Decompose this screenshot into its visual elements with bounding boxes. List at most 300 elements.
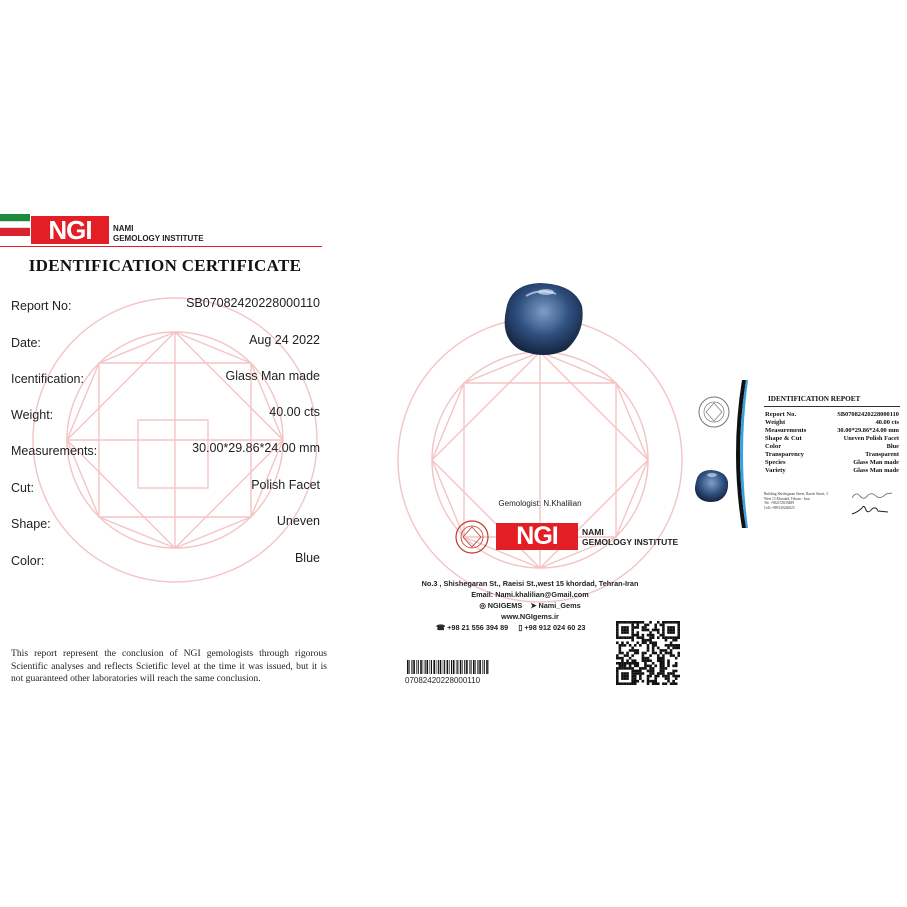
qr-module	[634, 652, 637, 655]
qr-module	[634, 677, 637, 680]
qr-module	[670, 621, 673, 624]
qr-module	[677, 631, 680, 634]
qr-module	[639, 644, 642, 647]
qr-module	[621, 659, 624, 662]
qr-module	[657, 682, 660, 685]
qr-module	[662, 682, 665, 685]
qr-module	[619, 649, 622, 652]
qr-code-icon	[616, 621, 680, 685]
qr-module	[631, 667, 634, 670]
qr-module	[644, 639, 647, 642]
qr-module	[631, 636, 634, 639]
qr-module	[670, 631, 673, 634]
barcode-bar	[416, 660, 417, 674]
qr-module	[654, 624, 657, 627]
qr-module	[644, 641, 647, 644]
barcode-bar	[427, 660, 429, 674]
qr-module	[660, 634, 663, 637]
qr-module	[621, 626, 624, 629]
qr-module	[636, 652, 639, 655]
qr-module	[644, 657, 647, 660]
qr-module	[657, 672, 660, 675]
qr-module	[647, 649, 650, 652]
qr-module	[634, 662, 637, 665]
qr-module	[647, 659, 650, 662]
qr-module	[672, 680, 675, 683]
report-no-value: SB07082420228000110	[186, 296, 320, 310]
qr-module	[616, 677, 619, 680]
card-variety-value: Glass Man made	[853, 467, 899, 474]
qr-module	[654, 644, 657, 647]
ngi-subtitle-middle-line2: GEMOLOGY INSTITUTE	[582, 537, 679, 547]
barcode-bar	[457, 660, 458, 674]
qr-module	[636, 626, 639, 629]
card-color-value: Blue	[886, 443, 899, 450]
qr-module	[647, 682, 650, 685]
instagram-icon: ◎	[479, 601, 486, 610]
qr-module	[642, 639, 645, 642]
qr-module	[662, 670, 665, 673]
card-weight-label: Weight	[765, 419, 786, 426]
card-address-line: Cell:+989120246023	[764, 505, 795, 510]
qr-module	[631, 621, 634, 624]
qr-module	[631, 680, 634, 683]
qr-module	[634, 649, 637, 652]
header-divider	[0, 246, 322, 247]
card-color-label: Color	[765, 443, 782, 450]
qr-module	[667, 644, 670, 647]
qr-module	[660, 624, 663, 627]
qr-module	[619, 644, 622, 647]
qr-module	[677, 634, 680, 637]
qr-module	[626, 662, 629, 665]
qr-module	[636, 680, 639, 683]
qr-module	[649, 672, 652, 675]
qr-module	[634, 644, 637, 647]
qr-module	[626, 626, 629, 629]
card-divider	[764, 406, 900, 407]
social-row	[390, 600, 670, 611]
qr-module	[670, 629, 673, 632]
qr-module	[652, 636, 655, 639]
qr-module	[662, 675, 665, 678]
qr-module	[634, 680, 637, 683]
qr-module	[670, 626, 673, 629]
qr-module	[621, 652, 624, 655]
qr-module	[670, 644, 673, 647]
card-address-line: Tel: +982155639489	[764, 501, 795, 506]
qr-module	[619, 657, 622, 660]
qr-module	[677, 647, 680, 650]
qr-module	[642, 667, 645, 670]
qr-module	[626, 675, 629, 678]
qr-module	[631, 654, 634, 657]
phone-number: +98 21 556 394 89	[447, 623, 509, 632]
qr-module	[652, 629, 655, 632]
qr-module	[665, 636, 668, 639]
qr-module	[626, 677, 629, 680]
qr-module	[631, 662, 634, 665]
qr-module	[634, 621, 637, 624]
qr-module	[672, 639, 675, 642]
qr-module	[624, 677, 627, 680]
qr-module	[660, 665, 663, 668]
email-text: Email: Nami.khalilian@Gmail.com	[471, 590, 589, 599]
qr-module	[616, 629, 619, 632]
qr-module	[649, 670, 652, 673]
qr-module	[649, 639, 652, 642]
qr-module	[642, 652, 645, 655]
qr-module	[675, 675, 678, 678]
qr-module	[647, 677, 650, 680]
qr-module	[631, 682, 634, 685]
barcode-bar	[413, 660, 415, 674]
card-measurements-value: 30.00*29.86*24.00 mm	[837, 427, 899, 434]
qr-module	[636, 665, 639, 668]
qr-module	[667, 621, 670, 624]
qr-module	[642, 654, 645, 657]
qr-module	[657, 647, 660, 650]
qr-module	[616, 657, 619, 660]
qr-module	[616, 672, 619, 675]
qr-module	[657, 629, 660, 632]
qr-module	[662, 672, 665, 675]
barcode-bar	[453, 660, 455, 674]
qr-module	[672, 682, 675, 685]
qr-module	[677, 654, 680, 657]
barcode-bar	[477, 660, 478, 674]
qr-module	[626, 621, 629, 624]
qr-module	[621, 636, 624, 639]
barcode-bar	[486, 660, 488, 674]
qr-module	[621, 667, 624, 670]
barcode-bar	[420, 660, 422, 674]
qr-module	[667, 636, 670, 639]
qr-module	[644, 662, 647, 665]
date-label: Date:	[11, 336, 41, 350]
qr-module	[639, 672, 642, 675]
telegram-icon: ➤	[530, 601, 537, 610]
card-address-line: Building Shishegaran Street, Raeisi Street, 3	[764, 492, 828, 496]
qr-module	[657, 621, 660, 624]
qr-module	[654, 680, 657, 683]
qr-module	[629, 665, 632, 668]
qr-module	[677, 675, 680, 678]
qr-module	[677, 629, 680, 632]
qr-module	[644, 667, 647, 670]
qr-module	[619, 667, 622, 670]
qr-module	[631, 634, 634, 637]
qr-module	[631, 626, 634, 629]
barcode-bar	[440, 660, 442, 674]
qr-module	[672, 636, 675, 639]
mobile-icon: ▯	[518, 623, 523, 632]
barcode-bar	[475, 660, 476, 674]
identification-label: Icentification:	[11, 372, 84, 386]
barcode-bar	[411, 660, 412, 674]
qr-module	[621, 631, 624, 634]
qr-module	[677, 624, 680, 627]
qr-module	[647, 665, 650, 668]
lab-seal-icon	[455, 520, 489, 554]
qr-module	[644, 652, 647, 655]
qr-module	[654, 629, 657, 632]
qr-module	[639, 636, 642, 639]
qr-module	[631, 649, 634, 652]
qr-module	[629, 636, 632, 639]
qr-module	[636, 670, 639, 673]
card-species-value: Glass Man made	[853, 459, 899, 466]
qr-module	[629, 644, 632, 647]
qr-module	[616, 654, 619, 657]
qr-module	[665, 621, 668, 624]
qr-module	[631, 677, 634, 680]
qr-module	[657, 631, 660, 634]
qr-module	[675, 647, 678, 650]
qr-module	[621, 677, 624, 680]
qr-module	[619, 662, 622, 665]
qr-module	[644, 626, 647, 629]
date-value: Aug 24 2022	[249, 333, 320, 347]
qr-module	[672, 621, 675, 624]
certificate-title: IDENTIFICATION CERTIFICATE	[28, 256, 302, 275]
qr-module	[672, 675, 675, 678]
qr-module	[624, 654, 627, 657]
qr-module	[670, 636, 673, 639]
qr-module	[670, 672, 673, 675]
qr-module	[672, 626, 675, 629]
qr-module	[667, 675, 670, 678]
qr-module	[675, 662, 678, 665]
qr-module	[660, 652, 663, 655]
barcode-bar	[443, 660, 444, 674]
qr-module	[654, 626, 657, 629]
qr-module	[631, 629, 634, 632]
qr-module	[644, 624, 647, 627]
flag-white-stripe	[0, 221, 30, 228]
mobile-number: +98 912 024 60 23	[524, 623, 586, 632]
qr-module	[616, 621, 619, 624]
qr-module	[649, 675, 652, 678]
barcode-bar	[473, 660, 475, 674]
qr-module	[652, 680, 655, 683]
card-report-label: Report No.	[765, 411, 797, 418]
qr-module	[675, 657, 678, 660]
qr-module	[626, 652, 629, 655]
qr-module	[662, 621, 665, 624]
qr-module	[654, 675, 657, 678]
instagram-handle: NGIGEMS	[487, 601, 523, 610]
qr-module	[621, 682, 624, 685]
ngi-subtitle-line1: NAMI	[113, 224, 134, 233]
qr-module	[672, 672, 675, 675]
qr-module	[649, 636, 652, 639]
qr-module	[624, 626, 627, 629]
qr-module	[657, 654, 660, 657]
website-text: www.NGIgems.ir	[501, 612, 559, 621]
qr-module	[642, 621, 645, 624]
qr-module	[642, 634, 645, 637]
qr-module	[629, 649, 632, 652]
qr-module	[616, 634, 619, 637]
qr-module	[616, 631, 619, 634]
qr-module	[649, 621, 652, 624]
qr-module	[672, 670, 675, 673]
qr-module	[634, 672, 637, 675]
barcode-bar	[409, 660, 410, 674]
phone-icon: ☎	[436, 623, 446, 632]
qr-module	[634, 634, 637, 637]
qr-module	[631, 672, 634, 675]
card-seal-icon	[698, 396, 730, 428]
qr-module	[665, 652, 668, 655]
cut-value: Polish Facet	[251, 478, 320, 492]
qr-module	[626, 682, 629, 685]
qr-module	[621, 644, 624, 647]
qr-module	[649, 641, 652, 644]
measurements-value: 30.00*29.86*24.00 mm	[192, 441, 320, 455]
qr-module	[626, 636, 629, 639]
barcode-bar	[423, 660, 424, 674]
card-transparency-label: Transparency	[765, 451, 804, 458]
qr-module	[644, 629, 647, 632]
qr-module	[652, 667, 655, 670]
qr-module	[670, 652, 673, 655]
qr-module	[621, 621, 624, 624]
qr-module	[631, 639, 634, 642]
qr-module	[636, 636, 639, 639]
qr-module	[667, 677, 670, 680]
qr-module	[665, 682, 668, 685]
qr-module	[667, 680, 670, 683]
qr-module	[662, 636, 665, 639]
qr-module	[624, 675, 627, 678]
qr-module	[616, 682, 619, 685]
qr-module	[647, 629, 650, 632]
qr-module	[660, 657, 663, 660]
qr-module	[665, 649, 668, 652]
qr-module	[675, 670, 678, 673]
qr-module	[660, 659, 663, 662]
report-no-label: Report No:	[11, 299, 72, 313]
shape-value: Uneven	[276, 514, 320, 528]
qr-module	[626, 631, 629, 634]
qr-module	[619, 652, 622, 655]
qr-module	[631, 647, 634, 650]
qr-module	[624, 621, 627, 624]
color-label: Color:	[11, 554, 45, 568]
qr-module	[647, 624, 650, 627]
qr-module	[675, 639, 678, 642]
qr-module	[639, 667, 642, 670]
qr-module	[660, 667, 663, 670]
qr-module	[647, 647, 650, 650]
qr-module	[665, 675, 668, 678]
qr-module	[675, 665, 678, 668]
qr-module	[644, 665, 647, 668]
qr-module	[621, 662, 624, 665]
ngi-subtitle-middle-line1: NAMI	[582, 527, 604, 537]
qr-module	[616, 626, 619, 629]
qr-module	[629, 667, 632, 670]
qr-module	[624, 667, 627, 670]
card-address	[764, 492, 848, 510]
qr-module	[624, 662, 627, 665]
signature-1	[850, 490, 894, 500]
qr-module	[621, 641, 624, 644]
qr-module	[616, 624, 619, 627]
qr-module	[621, 665, 624, 668]
qr-module	[619, 682, 622, 685]
ngi-logo-middle: NGI	[496, 523, 578, 550]
qr-module	[667, 672, 670, 675]
card-accent-bar	[734, 380, 748, 528]
card-address-line: West 15 Khordad, Tehran - Iran	[764, 496, 810, 501]
qr-module	[652, 682, 655, 685]
qr-module	[624, 682, 627, 685]
qr-module	[652, 634, 655, 637]
qr-module	[667, 662, 670, 665]
ngi-logo-subtitle	[113, 224, 204, 244]
qr-module	[654, 665, 657, 668]
qr-module	[616, 662, 619, 665]
weight-label: Weight:	[11, 408, 54, 422]
qr-module	[647, 634, 650, 637]
qr-module	[636, 662, 639, 665]
qr-module	[667, 647, 670, 650]
qr-module	[631, 631, 634, 634]
qr-module	[616, 680, 619, 683]
qr-module	[649, 680, 652, 683]
qr-module	[654, 641, 657, 644]
qr-module	[660, 670, 663, 673]
qr-module	[667, 626, 670, 629]
qr-module	[647, 675, 650, 678]
qr-module	[629, 682, 632, 685]
gemologist-name: Gemologist: N.Khalilian	[498, 499, 582, 508]
qr-module	[662, 629, 665, 632]
qr-module	[662, 667, 665, 670]
qr-module	[626, 629, 629, 632]
qr-module	[624, 665, 627, 668]
barcode-bar	[456, 660, 457, 674]
qr-module	[672, 644, 675, 647]
barcode-bar	[451, 660, 452, 674]
qr-module	[624, 636, 627, 639]
qr-module	[665, 677, 668, 680]
color-value: Blue	[294, 551, 320, 565]
qr-module	[647, 644, 650, 647]
qr-module	[636, 649, 639, 652]
qr-module	[675, 621, 678, 624]
qr-module	[647, 670, 650, 673]
qr-module	[677, 636, 680, 639]
telegram-handle: Nami_Gems	[538, 601, 581, 610]
qr-module	[634, 682, 637, 685]
qr-module	[675, 682, 678, 685]
qr-module	[670, 654, 673, 657]
qr-module	[675, 677, 678, 680]
barcode-bar	[462, 660, 463, 674]
shape-label: Shape:	[11, 517, 51, 531]
qr-module	[626, 672, 629, 675]
qr-module	[619, 621, 622, 624]
qr-module	[636, 631, 639, 634]
qr-module	[675, 636, 678, 639]
flag-red-stripe	[0, 228, 30, 236]
qr-module	[677, 652, 680, 655]
card-report-value: SB07082420228000110	[837, 411, 899, 418]
